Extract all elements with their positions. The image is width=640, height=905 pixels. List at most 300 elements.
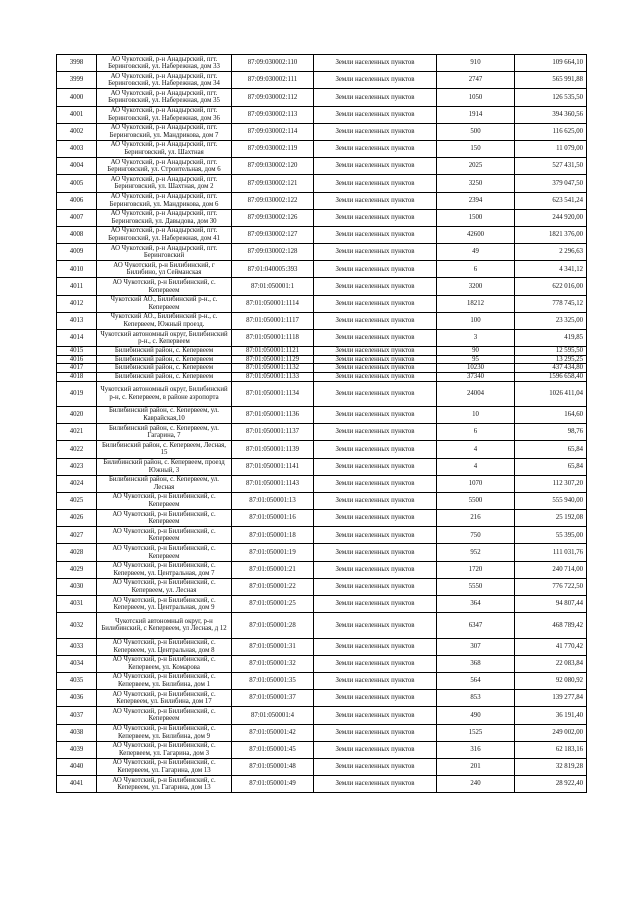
- land-category-cell: Земли населенных пунктов: [314, 381, 437, 406]
- area-cell: 2747: [437, 72, 515, 89]
- area-cell: 49: [437, 244, 515, 261]
- land-category-cell: Земли населенных пунктов: [314, 672, 437, 689]
- table-row: [57, 55, 587, 72]
- address-cell: Билибинский район, с. Кепервеем, проезд Южный, 3: [97, 458, 232, 475]
- cadastral-number-cell: 87:01:050001:49: [232, 776, 314, 793]
- land-category-cell: Земли населенных пунктов: [314, 527, 437, 544]
- row-number-cell: 4036: [57, 690, 97, 707]
- address-cell: Билибинский район, с. Кепервеем: [97, 364, 232, 373]
- row-number-cell: 4016: [57, 355, 97, 364]
- cadastral-value-cell: 65,84: [515, 458, 587, 475]
- table-row: [57, 140, 587, 157]
- row-number-cell: 4003: [57, 140, 97, 157]
- land-category-cell: Земли населенных пунктов: [314, 596, 437, 613]
- table-row: [57, 655, 587, 672]
- row-number-cell: 3998: [57, 55, 97, 72]
- land-category-cell: Земли населенных пунктов: [314, 372, 437, 381]
- cadastral-value-cell: 555 940,00: [515, 492, 587, 509]
- address-cell: Билибинский район, с. Кепервеем, Лесная, 15: [97, 441, 232, 458]
- area-cell: 1500: [437, 209, 515, 226]
- table-row: [57, 278, 587, 295]
- land-category-cell: Земли населенных пунктов: [314, 55, 437, 72]
- cadastral-number-cell: 87:01:040005:393: [232, 261, 314, 278]
- land-category-cell: Земли населенных пунктов: [314, 458, 437, 475]
- table-row: [57, 106, 587, 123]
- cadastral-number-cell: 87:01:050001:48: [232, 758, 314, 775]
- address-cell: Чукотский автономный округ, Билибинский р-н, с. Кепервеем, в районе аэропорта: [97, 381, 232, 406]
- address-cell: АО Чукотский, р-н Билибинский, с. Кепервеем, ул. Центральная, дом 8: [97, 638, 232, 655]
- area-cell: 1070: [437, 475, 515, 492]
- cadastral-value-cell: 4 341,12: [515, 261, 587, 278]
- table-row: [57, 355, 587, 364]
- area-cell: 2025: [437, 158, 515, 175]
- row-number-cell: 4032: [57, 613, 97, 638]
- table-body: [57, 55, 587, 793]
- cadastral-value-cell: 565 991,88: [515, 72, 587, 89]
- row-number-cell: 4006: [57, 192, 97, 209]
- table-row: [57, 209, 587, 226]
- land-category-cell: Земли населенных пунктов: [314, 123, 437, 140]
- table-row: [57, 192, 587, 209]
- table-row: [57, 372, 587, 381]
- table-row: [57, 175, 587, 192]
- cadastral-number-cell: 87:01:050001:18: [232, 527, 314, 544]
- address-cell: АО Чукотский, р-н Анадырский, пгт. Беринговский, ул. Набережная, дом 34: [97, 72, 232, 89]
- area-cell: 10230: [437, 364, 515, 373]
- land-category-cell: Земли населенных пунктов: [314, 295, 437, 312]
- area-cell: 18212: [437, 295, 515, 312]
- cadastral-value-cell: 468 789,42: [515, 613, 587, 638]
- land-category-cell: Земли населенных пунктов: [314, 209, 437, 226]
- land-category-cell: Земли населенных пунктов: [314, 278, 437, 295]
- row-number-cell: 4010: [57, 261, 97, 278]
- table-row: [57, 707, 587, 724]
- row-number-cell: 4013: [57, 312, 97, 329]
- cadastral-value-cell: 12 595,50: [515, 347, 587, 356]
- table-row: [57, 724, 587, 741]
- land-category-cell: Земли населенных пунктов: [314, 561, 437, 578]
- table-row: [57, 244, 587, 261]
- address-cell: АО Чукотский, р-н Билибинский, с. Кепервеем, ул. Гагарина, дом 13: [97, 758, 232, 775]
- cadastral-number-cell: 87:09:030002:111: [232, 72, 314, 89]
- cadastral-number-cell: 87:01:050001:25: [232, 596, 314, 613]
- address-cell: АО Чукотский, р-н Билибинский, с. Кепервеем: [97, 544, 232, 561]
- cadastral-value-cell: 65,84: [515, 441, 587, 458]
- area-cell: 3250: [437, 175, 515, 192]
- cadastral-number-cell: 87:09:030002:112: [232, 89, 314, 106]
- row-number-cell: 4005: [57, 175, 97, 192]
- row-number-cell: 4018: [57, 372, 97, 381]
- row-number-cell: 4021: [57, 424, 97, 441]
- land-category-cell: Земли населенных пунктов: [314, 158, 437, 175]
- land-category-cell: Земли населенных пунктов: [314, 175, 437, 192]
- address-cell: Чукотский АО., Билибинский р-н., с. Кепервеем: [97, 295, 232, 312]
- cadastral-number-cell: 87:01:050001:32: [232, 655, 314, 672]
- address-cell: Билибинский район, с. Кепервеем: [97, 347, 232, 356]
- area-cell: 90: [437, 347, 515, 356]
- address-cell: АО Чукотский, р-н Билибинский, с. Кепервеем: [97, 278, 232, 295]
- land-category-cell: Земли населенных пунктов: [314, 72, 437, 89]
- address-cell: АО Чукотский, р-н Анадырский, пгт. Беринговский, ул. Набережная, дом 41: [97, 226, 232, 243]
- row-number-cell: 4033: [57, 638, 97, 655]
- area-cell: 5500: [437, 492, 515, 509]
- area-cell: 910: [437, 55, 515, 72]
- area-cell: 750: [437, 527, 515, 544]
- area-cell: 6: [437, 261, 515, 278]
- table-row: [57, 158, 587, 175]
- address-cell: АО Чукотский, р-н Билибинский, с. Кепервеем: [97, 707, 232, 724]
- land-category-cell: Земли населенных пунктов: [314, 226, 437, 243]
- cadastral-number-cell: 87:01:050001:1114: [232, 295, 314, 312]
- cadastral-value-cell: 116 625,00: [515, 123, 587, 140]
- address-cell: Билибинский район, с. Кепервеем: [97, 372, 232, 381]
- table-row: [57, 578, 587, 595]
- land-category-cell: Земли населенных пунктов: [314, 330, 437, 347]
- address-cell: АО Чукотский, р-н Билибинский, г Билибино, ул Сейманская: [97, 261, 232, 278]
- table-row: [57, 261, 587, 278]
- cadastral-number-cell: 87:01:050001:1132: [232, 364, 314, 373]
- row-number-cell: 4004: [57, 158, 97, 175]
- cadastral-number-cell: 87:01:050001:1121: [232, 347, 314, 356]
- row-number-cell: 4008: [57, 226, 97, 243]
- cadastral-number-cell: 87:01:050001:1: [232, 278, 314, 295]
- area-cell: 2394: [437, 192, 515, 209]
- row-number-cell: 4037: [57, 707, 97, 724]
- cadastral-number-cell: 87:01:050001:21: [232, 561, 314, 578]
- row-number-cell: 4002: [57, 123, 97, 140]
- land-category-cell: Земли населенных пунктов: [314, 406, 437, 423]
- address-cell: АО Чукотский, р-н Билибинский, с. Кепервеем, ул. Гагарина, дом 13: [97, 776, 232, 793]
- cadastral-number-cell: 87:01:050001:1136: [232, 406, 314, 423]
- cadastral-value-cell: 62 183,16: [515, 741, 587, 758]
- address-cell: АО Чукотский, р-н Билибинский, с. Кепервеем: [97, 527, 232, 544]
- land-category-cell: Земли населенных пунктов: [314, 364, 437, 373]
- address-cell: АО Чукотский, р-н Билибинский, с. Кепервеем, ул. Билибина, дом 9: [97, 724, 232, 741]
- land-category-cell: Земли населенных пунктов: [314, 690, 437, 707]
- land-category-cell: Земли населенных пунктов: [314, 424, 437, 441]
- cadastral-number-cell: 87:01:050001:35: [232, 672, 314, 689]
- land-category-cell: Земли населенных пунктов: [314, 475, 437, 492]
- cadastral-number-cell: 87:01:050001:1118: [232, 330, 314, 347]
- table-row: [57, 776, 587, 793]
- address-cell: АО Чукотский, р-н Анадырский, пгт. Беринговский, ул. Набережная, дом 33: [97, 55, 232, 72]
- table-row: [57, 424, 587, 441]
- row-number-cell: 4035: [57, 672, 97, 689]
- area-cell: 6347: [437, 613, 515, 638]
- table-row: [57, 330, 587, 347]
- address-cell: АО Чукотский, р-н Билибинский, с. Кепервеем, ул. Центральная, дом 9: [97, 596, 232, 613]
- cadastral-value-cell: 92 080,92: [515, 672, 587, 689]
- address-cell: АО Чукотский, р-н Анадырский, пгт. Беринговский, ул. Мандрикова, дом 6: [97, 192, 232, 209]
- row-number-cell: 4025: [57, 492, 97, 509]
- cadastral-value-cell: 22 083,84: [515, 655, 587, 672]
- cadastral-number-cell: 87:09:030002:127: [232, 226, 314, 243]
- row-number-cell: 4019: [57, 381, 97, 406]
- address-cell: Чукотский автономный округ, Билибинский р-н., с. Кепервеем: [97, 330, 232, 347]
- address-cell: Билибинский район, с. Кепервеем, ул. Лесная: [97, 475, 232, 492]
- row-number-cell: 4000: [57, 89, 97, 106]
- table-row: [57, 690, 587, 707]
- cadastral-number-cell: 87:01:050001:1141: [232, 458, 314, 475]
- table-row: [57, 613, 587, 638]
- cadastral-value-cell: 11 079,00: [515, 140, 587, 157]
- area-cell: 4: [437, 441, 515, 458]
- cadastral-number-cell: 87:01:050001:16: [232, 510, 314, 527]
- address-cell: Билибинский район, с. Кепервеем, ул. Гагарина, 7: [97, 424, 232, 441]
- cadastral-number-cell: 87:01:050001:1143: [232, 475, 314, 492]
- cadastral-number-cell: 87:09:030002:119: [232, 140, 314, 157]
- address-cell: Билибинский район, с. Кепервеем, ул. Каврайская,10: [97, 406, 232, 423]
- area-cell: 24004: [437, 381, 515, 406]
- row-number-cell: 4020: [57, 406, 97, 423]
- area-cell: 368: [437, 655, 515, 672]
- row-number-cell: 3999: [57, 72, 97, 89]
- cadastral-value-cell: 527 431,50: [515, 158, 587, 175]
- land-category-cell: Земли населенных пунктов: [314, 244, 437, 261]
- row-number-cell: 4023: [57, 458, 97, 475]
- row-number-cell: 4030: [57, 578, 97, 595]
- cadastral-number-cell: 87:09:030002:122: [232, 192, 314, 209]
- table-row: [57, 492, 587, 509]
- address-cell: АО Чукотский, р-н Анадырский, пгт. Беринговский, ул. Шахтная, дом 2: [97, 175, 232, 192]
- land-category-cell: Земли населенных пунктов: [314, 192, 437, 209]
- row-number-cell: 4012: [57, 295, 97, 312]
- row-number-cell: 4040: [57, 758, 97, 775]
- area-cell: 500: [437, 123, 515, 140]
- cadastral-value-cell: 249 002,00: [515, 724, 587, 741]
- address-cell: АО Чукотский, р-н Билибинский, с. Кепервеем, ул. Комарова: [97, 655, 232, 672]
- land-category-cell: Земли населенных пунктов: [314, 724, 437, 741]
- area-cell: 5550: [437, 578, 515, 595]
- cadastral-value-cell: 112 307,20: [515, 475, 587, 492]
- table-row: [57, 381, 587, 406]
- land-category-cell: Земли населенных пунктов: [314, 655, 437, 672]
- address-cell: АО Чукотский, р-н Билибинский, с. Кепервеем: [97, 492, 232, 509]
- land-category-cell: Земли населенных пунктов: [314, 106, 437, 123]
- cadastral-number-cell: 87:01:050001:22: [232, 578, 314, 595]
- row-number-cell: 4011: [57, 278, 97, 295]
- area-cell: 150: [437, 140, 515, 157]
- row-number-cell: 4026: [57, 510, 97, 527]
- table-row: [57, 596, 587, 613]
- cadastral-value-cell: 1596 658,40: [515, 372, 587, 381]
- address-cell: Чукотский АО., Билибинский р-н., с. Кепервеем, Южный проезд.: [97, 312, 232, 329]
- area-cell: 100: [437, 312, 515, 329]
- area-cell: 1720: [437, 561, 515, 578]
- land-category-cell: Земли населенных пунктов: [314, 638, 437, 655]
- address-cell: Билибинский район, с. Кепервеем: [97, 355, 232, 364]
- area-cell: 952: [437, 544, 515, 561]
- row-number-cell: 4015: [57, 347, 97, 356]
- row-number-cell: 4041: [57, 776, 97, 793]
- row-number-cell: 4034: [57, 655, 97, 672]
- cadastral-value-cell: 94 807,44: [515, 596, 587, 613]
- table-row: [57, 758, 587, 775]
- cadastral-number-cell: 87:01:050001:1134: [232, 381, 314, 406]
- table-row: [57, 475, 587, 492]
- address-cell: АО Чукотский, р-н Билибинский, с. Кепервеем, ул. Билибина, дом 1: [97, 672, 232, 689]
- cadastral-value-cell: 437 434,80: [515, 364, 587, 373]
- cadastral-number-cell: 87:09:030002:126: [232, 209, 314, 226]
- land-category-cell: Земли населенных пунктов: [314, 140, 437, 157]
- row-number-cell: 4022: [57, 441, 97, 458]
- area-cell: 37340: [437, 372, 515, 381]
- table-row: [57, 364, 587, 373]
- cadastral-number-cell: 87:01:050001:1139: [232, 441, 314, 458]
- cadastral-value-cell: 41 770,42: [515, 638, 587, 655]
- land-category-cell: Земли населенных пунктов: [314, 312, 437, 329]
- area-cell: 4: [437, 458, 515, 475]
- cadastral-number-cell: 87:01:050001:4: [232, 707, 314, 724]
- address-cell: АО Чукотский, р-н Анадырский, пгт. Беринговский, ул. Мандрикова, дом 7: [97, 123, 232, 140]
- cadastral-number-cell: 87:01:050001:42: [232, 724, 314, 741]
- table-row: [57, 638, 587, 655]
- address-cell: АО Чукотский, р-н Билибинский, с. Кепервеем, ул. Центральная, дом 7: [97, 561, 232, 578]
- cadastral-value-cell: 240 714,00: [515, 561, 587, 578]
- land-category-cell: Земли населенных пунктов: [314, 544, 437, 561]
- cadastral-value-cell: 778 745,12: [515, 295, 587, 312]
- table-row: [57, 89, 587, 106]
- cadastral-value-cell: 111 031,76: [515, 544, 587, 561]
- table-row: [57, 295, 587, 312]
- cadastral-value-cell: 23 325,00: [515, 312, 587, 329]
- area-cell: 853: [437, 690, 515, 707]
- cadastral-value-cell: 126 535,50: [515, 89, 587, 106]
- cadastral-number-cell: 87:09:030002:128: [232, 244, 314, 261]
- area-cell: 3200: [437, 278, 515, 295]
- cadastral-number-cell: 87:09:030002:120: [232, 158, 314, 175]
- land-category-cell: Земли населенных пунктов: [314, 89, 437, 106]
- row-number-cell: 4038: [57, 724, 97, 741]
- cadastral-value-cell: 776 722,50: [515, 578, 587, 595]
- land-category-cell: Земли населенных пунктов: [314, 441, 437, 458]
- area-cell: 216: [437, 510, 515, 527]
- cadastral-value-cell: 622 016,00: [515, 278, 587, 295]
- address-cell: АО Чукотский, р-н Анадырский, пгт. Беринговский, ул. Давыдова, дом 30: [97, 209, 232, 226]
- row-number-cell: 4027: [57, 527, 97, 544]
- row-number-cell: 4014: [57, 330, 97, 347]
- cadastral-value-cell: 419,85: [515, 330, 587, 347]
- land-category-cell: Земли населенных пунктов: [314, 261, 437, 278]
- area-cell: 364: [437, 596, 515, 613]
- area-cell: 3: [437, 330, 515, 347]
- cadastral-value-cell: 1821 376,00: [515, 226, 587, 243]
- land-category-cell: Земли населенных пунктов: [314, 355, 437, 364]
- area-cell: 1525: [437, 724, 515, 741]
- address-cell: АО Чукотский, р-н Анадырский, пгт. Беринговский, ул. Набережная, дом 35: [97, 89, 232, 106]
- table-row: [57, 72, 587, 89]
- address-cell: АО Чукотский, р-н Билибинский, с. Кепервеем: [97, 510, 232, 527]
- cadastral-number-cell: 87:09:030002:114: [232, 123, 314, 140]
- land-category-cell: Земли населенных пунктов: [314, 492, 437, 509]
- area-cell: 10: [437, 406, 515, 423]
- table-row: [57, 561, 587, 578]
- address-cell: АО Чукотский, р-н Анадырский, пгт. Беринговский, ул. Набережная, дом 36: [97, 106, 232, 123]
- area-cell: 1050: [437, 89, 515, 106]
- land-category-cell: Земли населенных пунктов: [314, 347, 437, 356]
- cadastral-number-cell: 87:01:050001:45: [232, 741, 314, 758]
- area-cell: 490: [437, 707, 515, 724]
- table-row: [57, 510, 587, 527]
- table-row: [57, 672, 587, 689]
- table-row: [57, 406, 587, 423]
- cadastral-number-cell: 87:09:030002:110: [232, 55, 314, 72]
- land-category-cell: Земли населенных пунктов: [314, 707, 437, 724]
- area-cell: 1914: [437, 106, 515, 123]
- table-row: [57, 123, 587, 140]
- row-number-cell: 4031: [57, 596, 97, 613]
- area-cell: 564: [437, 672, 515, 689]
- cadastral-value-cell: 164,60: [515, 406, 587, 423]
- address-cell: АО Чукотский, р-н Анадырский, пгт. Беринговский: [97, 244, 232, 261]
- address-cell: АО Чукотский, р-н Анадырский, пгт. Беринговский, ул. Строительная, дом 6: [97, 158, 232, 175]
- address-cell: АО Чукотский, р-н Билибинский, с. Кепервеем, ул. Лесная: [97, 578, 232, 595]
- row-number-cell: 4028: [57, 544, 97, 561]
- area-cell: 240: [437, 776, 515, 793]
- address-cell: АО Чукотский, р-н Анадырский, пгт. Беринговский, ул. Шахтная: [97, 140, 232, 157]
- row-number-cell: 4001: [57, 106, 97, 123]
- address-cell: АО Чукотский, р-н Билибинский, с. Кепервеем, ул. Гагарина, дом 3: [97, 741, 232, 758]
- address-cell: Чукотский автономный округ, р-н Билибинский, с Кепервеем, ул Лесная, д 12: [97, 613, 232, 638]
- cadastral-value-cell: 13 295,25: [515, 355, 587, 364]
- land-category-cell: Земли населенных пунктов: [314, 758, 437, 775]
- cadastral-number-cell: 87:01:050001:19: [232, 544, 314, 561]
- cadastral-number-cell: 87:01:050001:28: [232, 613, 314, 638]
- row-number-cell: 4009: [57, 244, 97, 261]
- table-row: [57, 441, 587, 458]
- land-category-cell: Земли населенных пунктов: [314, 613, 437, 638]
- cadastral-value-cell: 55 395,00: [515, 527, 587, 544]
- cadastral-value-cell: 109 664,10: [515, 55, 587, 72]
- cadastral-value-cell: 394 360,56: [515, 106, 587, 123]
- cadastral-value-cell: 32 819,28: [515, 758, 587, 775]
- row-number-cell: 4029: [57, 561, 97, 578]
- cadastral-value-cell: 1026 411,04: [515, 381, 587, 406]
- cadastral-value-cell: 139 277,84: [515, 690, 587, 707]
- cadastral-number-cell: 87:01:050001:1129: [232, 355, 314, 364]
- area-cell: 201: [437, 758, 515, 775]
- cadastral-number-cell: 87:01:050001:1117: [232, 312, 314, 329]
- land-category-cell: Земли населенных пунктов: [314, 578, 437, 595]
- cadastral-number-cell: 87:09:030002:121: [232, 175, 314, 192]
- area-cell: 42600: [437, 226, 515, 243]
- cadastral-number-cell: 87:01:050001:1133: [232, 372, 314, 381]
- cadastral-number-cell: 87:01:050001:31: [232, 638, 314, 655]
- cadastral-value-cell: 28 922,40: [515, 776, 587, 793]
- cadastral-value-cell: 98,76: [515, 424, 587, 441]
- table-row: [57, 458, 587, 475]
- row-number-cell: 4017: [57, 364, 97, 373]
- land-category-cell: Земли населенных пунктов: [314, 510, 437, 527]
- table-row: [57, 544, 587, 561]
- table-row: [57, 347, 587, 356]
- land-parcels-table: [56, 54, 587, 793]
- cadastral-value-cell: 36 191,40: [515, 707, 587, 724]
- cadastral-value-cell: 379 047,50: [515, 175, 587, 192]
- cadastral-number-cell: 87:09:030002:113: [232, 106, 314, 123]
- table-row: [57, 527, 587, 544]
- land-category-cell: Земли населенных пунктов: [314, 776, 437, 793]
- area-cell: 95: [437, 355, 515, 364]
- row-number-cell: 4007: [57, 209, 97, 226]
- area-cell: 307: [437, 638, 515, 655]
- cadastral-value-cell: 244 920,00: [515, 209, 587, 226]
- cadastral-number-cell: 87:01:050001:1137: [232, 424, 314, 441]
- cadastral-value-cell: 623 541,24: [515, 192, 587, 209]
- table-row: [57, 226, 587, 243]
- table-row: [57, 741, 587, 758]
- row-number-cell: 4039: [57, 741, 97, 758]
